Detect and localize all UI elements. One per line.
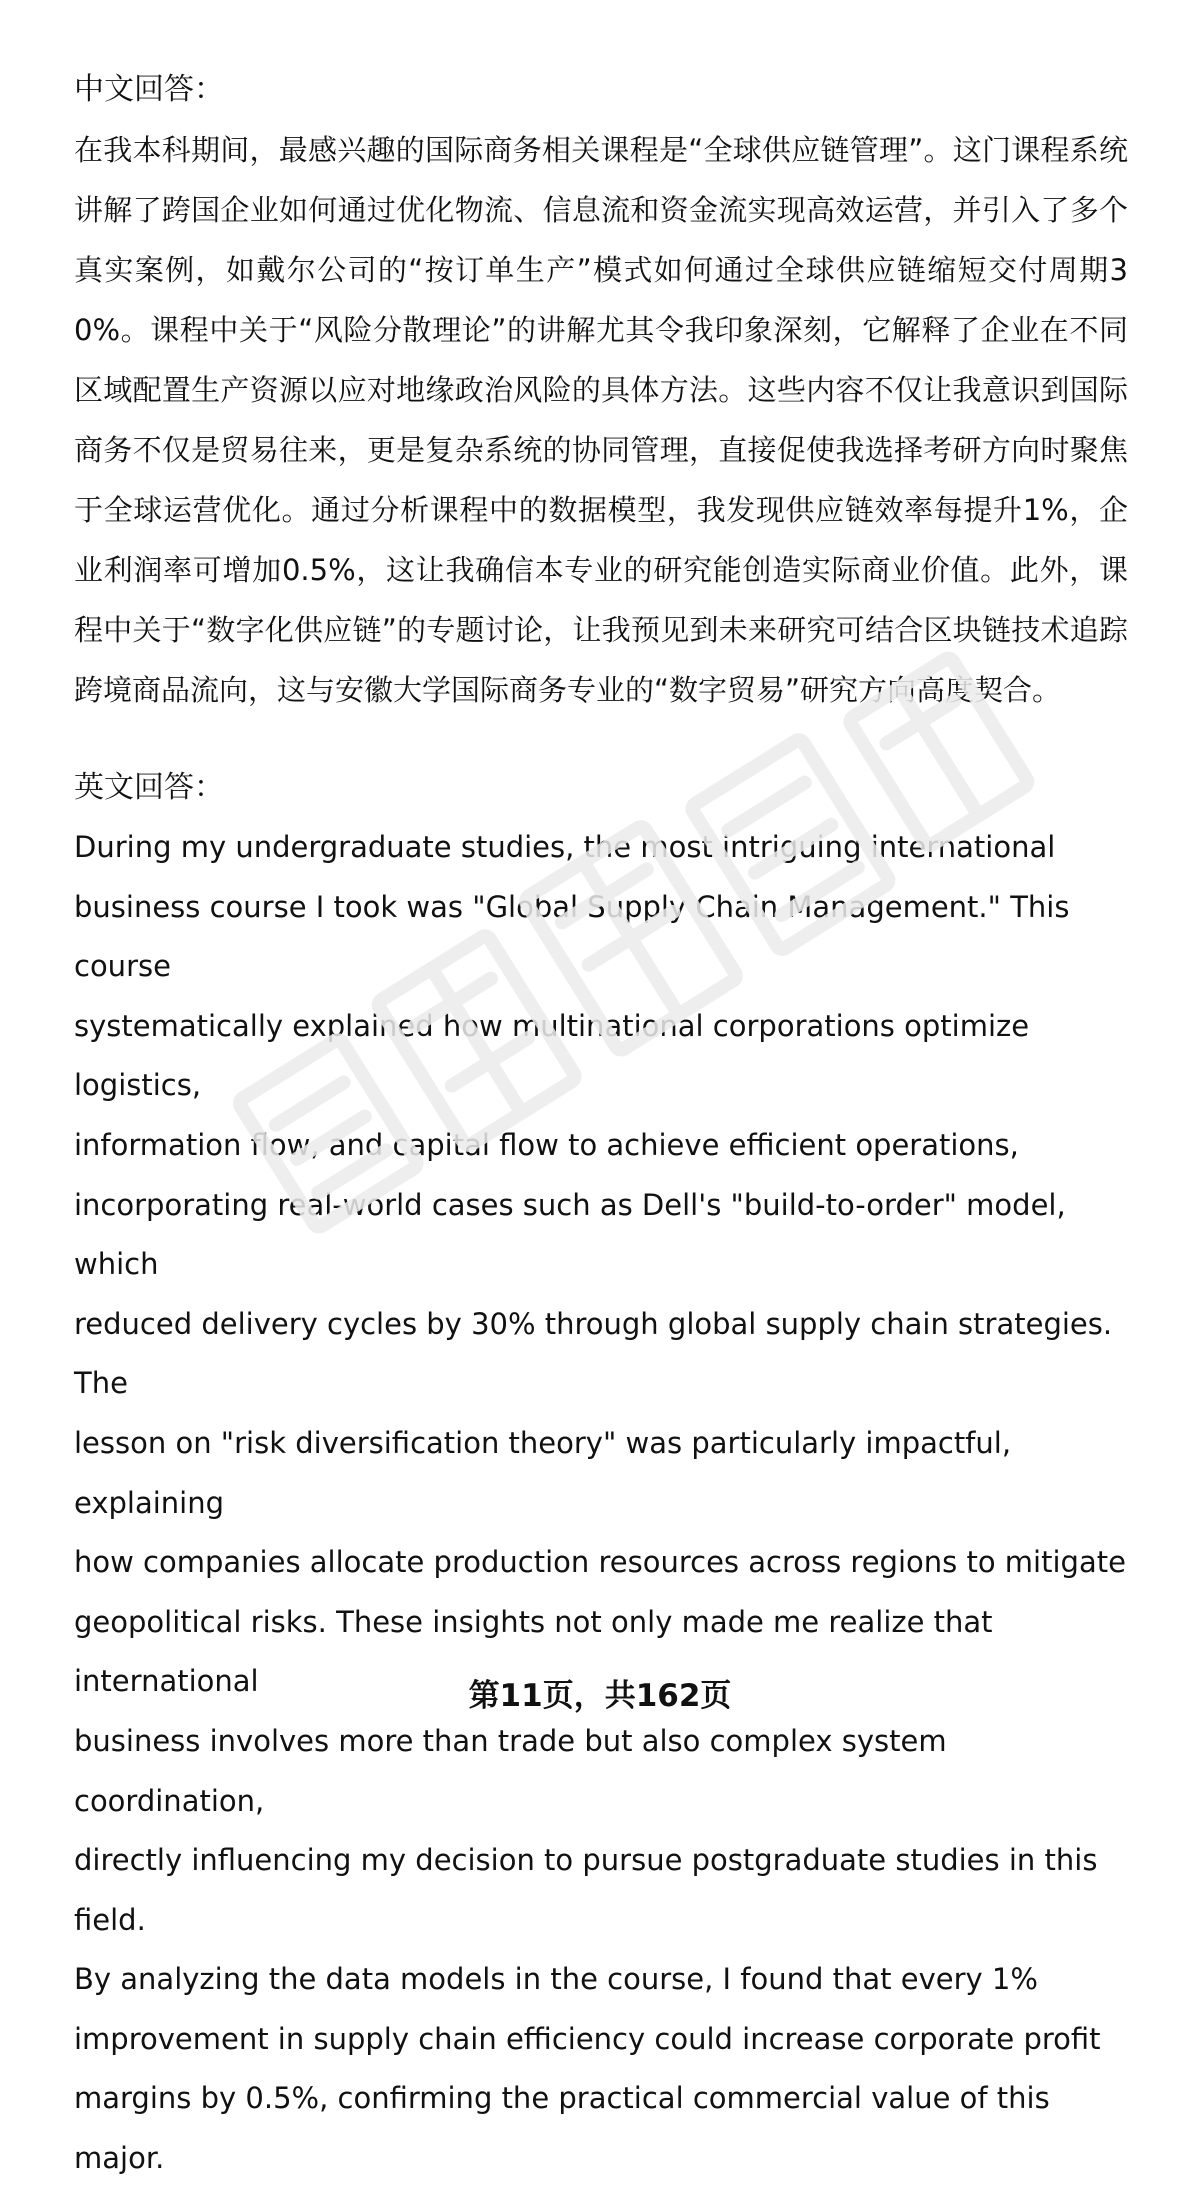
english-answer-label: 英文回答： (74, 770, 224, 805)
chinese-answer-section (74, 60, 1128, 720)
english-line: improvement in supply chain efficiency could increase corporate profit (74, 2021, 1101, 2056)
english-line: business course I took was "Global Supply Chain Management." This course (74, 889, 1070, 984)
section-spacer (74, 720, 1128, 758)
english-line: incorporating real-world cases such as Dell's "build-to-order" model, which (74, 1187, 1066, 1282)
page-number-footer: 第11页，共162页 (468, 1678, 732, 1714)
english-answer-body (74, 818, 1128, 2189)
english-line: By analyzing the data models in the course, I found that every 1% (74, 1962, 1038, 1997)
english-line: systematically explained how multinational corporations optimize logistics, (74, 1008, 1030, 1103)
english-line: geopolitical risks. These insights not only made me realize that international (74, 1604, 993, 1699)
english-line: directly influencing my decision to pursue postgraduate studies in this field. (74, 1843, 1098, 1937)
english-line: lesson on "risk diversification theory" was particularly impactful, explaining (74, 1425, 1012, 1520)
english-line: During my undergraduate studies, the most intriguing international (74, 830, 1056, 864)
chinese-answer-label: 中文回答： (74, 72, 224, 107)
english-line: how companies allocate production resources across regions to mitigate (74, 1545, 1126, 1580)
english-line: reduced delivery cycles by 30% through global supply chain strategies. The (74, 1306, 1113, 1401)
english-line: margins by 0.5%, confirming the practical commercial value of this major. (74, 2081, 1050, 2176)
english-line: business involves more than trade but also complex system coordination, (74, 1723, 947, 1818)
english-answer-section (74, 758, 1128, 2189)
english-line: information flow, and capital flow to achieve efficient operations, (74, 1127, 1019, 1162)
chinese-answer-body: 在我本科期间，最感兴趣的国际商务相关课程是“全球供应链管理”。这门课程系统讲解了跨国企业如何通过优化物流、信息流和资金流实现高效运营，并引入了多个真实案例，如戴尔公司的“按订单生产”模式如何通过全球供应链缩短交付周期30%。课程中关于“风险分散理论”的讲解尤其令我印象深刻，它解释了企业在不同区域配置生产资源以应对地缘政治风险的具体方法。这些内容不仅让我意识到国际商务不仅是贸易往来，更是复杂系统的协同管理，直接促使我选择考研方向时聚焦于全球运营优化。通过分析课程中的数据模型，我发现供应链效率每提升1%，企业利润率可增加0.5%，这让我确信本专业的研究能创造实际商业价值。此外，课程中关于“数字化供应链”的专题讨论，让我预见到未来研究可结合区块链技术追踪跨境商品流向，这与安徽大学国际商务专业的“数字贸易”研究方向高度契合。 (74, 133, 1128, 707)
